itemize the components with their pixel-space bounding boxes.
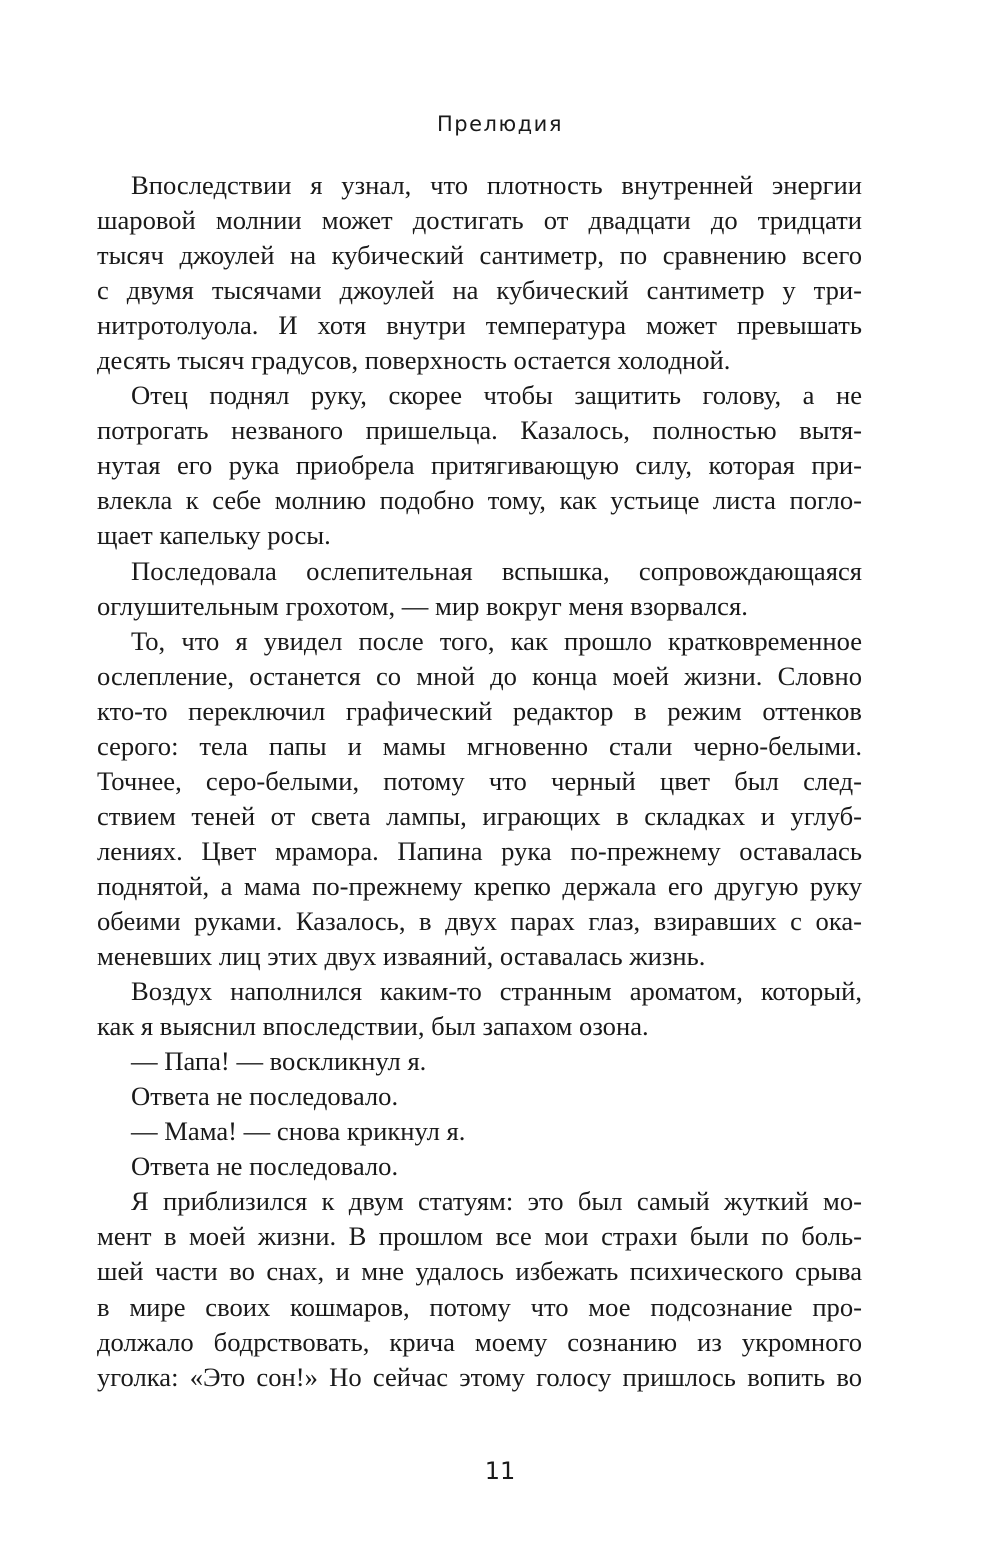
text-line: — Папа! — воскликнул я.: [131, 1046, 427, 1077]
text-line: серого: тела папы и мамы мгновенно стали черно-белыми.: [97, 730, 862, 761]
text-line: Отец поднял руку, скорее чтобы защитить голову, а не: [131, 380, 862, 411]
paragraph-1: [97, 168, 862, 378]
text-line: должало бодрствовать, крича моему сознанию из укромного: [97, 1326, 862, 1357]
paragraph-3: [97, 554, 862, 624]
text-line: лениях. Цвет мрамора. Папина рука по-прежнему оставалась: [97, 835, 862, 866]
text-line: тысяч джоулей на кубический сантиметр, по сравнению всего: [97, 240, 862, 271]
dialogue-line: [97, 1044, 862, 1079]
paragraph-no-answer: [97, 1149, 862, 1184]
text-line: мент в моей жизни. В прошлом все мои страхи были по боль-: [97, 1221, 862, 1252]
paragraph-10: [97, 1184, 862, 1394]
paragraph-no-answer: [97, 1079, 862, 1114]
running-head: Прелюдия: [437, 112, 563, 136]
text-line: щает капельку росы.: [97, 520, 331, 551]
text-line: Я приблизился к двум статуям: это был самый жуткий мо-: [131, 1186, 862, 1217]
body-text: [97, 168, 862, 1395]
page-number: 11: [484, 1457, 516, 1485]
paragraph-5: [97, 974, 862, 1044]
text-line: влекла к себе молнию подобно тому, как устьице листа погло-: [97, 485, 862, 516]
text-line: нитротолуола. И хотя внутри температура может превышать: [97, 310, 862, 341]
text-line: потрогать незваного пришельца. Казалось, полностью вытя-: [97, 415, 862, 446]
paragraph-4: [97, 624, 862, 974]
text-line: ослепление, останется со мной до конца моей жизни. Словно: [97, 660, 862, 691]
text-line: обеими руками. Казалось, в двух парах глаз, взиравших с ока-: [97, 905, 862, 936]
text-line: как я выяснил впоследствии, был запахом озона.: [97, 1011, 649, 1042]
text-line: кто-то переключил графический редактор в режим оттенков: [97, 695, 862, 726]
text-line: оглушительным грохотом, — мир вокруг меня взорвался.: [97, 590, 748, 621]
text-line: меневших лиц этих двух изваяний, оставалась жизнь.: [97, 941, 706, 972]
text-line: Впоследствии я узнал, что плотность внутренней энергии: [131, 170, 862, 200]
text-line: с двумя тысячами джоулей на кубический сантиметр у три-: [97, 275, 862, 306]
text-line: шей части во снах, и мне удалось избежать психического срыва: [97, 1256, 862, 1287]
text-line: поднятой, а мама по-прежнему крепко держала его другую руку: [97, 870, 862, 901]
text-line: Ответа не последовало.: [131, 1151, 399, 1182]
text-line: шаровой молнии может достигать от двадцати до тридцати: [97, 205, 862, 236]
text-line: уголка: «Это сон!» Но сейчас этому голосу пришлось вопить во: [97, 1361, 862, 1392]
text-line: нутая его рука приобрела притягивающую силу, которая при-: [97, 450, 862, 481]
text-line: — Мама! — снова крикнул я.: [131, 1116, 466, 1147]
text-line: в мире своих кошмаров, потому что мое подсознание про-: [97, 1291, 862, 1322]
text-line: ствием теней от света лампы, играющих в складках и углуб-: [97, 800, 862, 831]
text-line: То, что я увидел после того, как прошло кратковременное: [131, 625, 862, 656]
text-line: десять тысяч градусов, поверхность остается холодной.: [97, 345, 731, 376]
text-line: Ответа не последовало.: [131, 1081, 399, 1112]
text-line: Точнее, серо-белыми, потому что черный цвет был след-: [97, 765, 862, 796]
text-line: Последовала ослепительная вспышка, сопровождающаяся: [131, 555, 862, 586]
paragraph-2: [97, 378, 862, 553]
dialogue-line: [97, 1114, 862, 1149]
text-line: Воздух наполнился каким-то странным ароматом, который,: [131, 976, 862, 1007]
